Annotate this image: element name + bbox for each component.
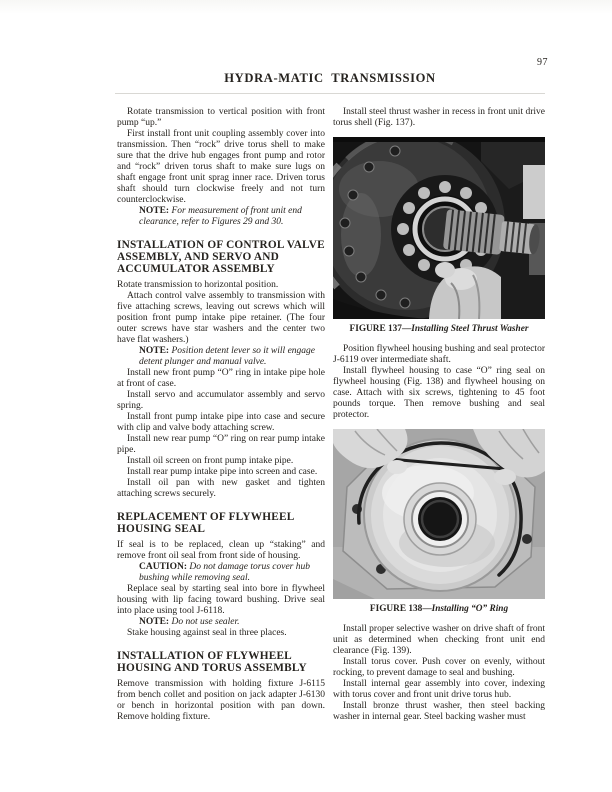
paragraph: Replace seal by starting seal into bore in flywheel housing with lip facing toward bushing. Drive seal into place using tool J-6118. — [117, 584, 325, 616]
paragraph: Install new front pump “O” ring in intake pipe hole at front of case. — [117, 368, 325, 389]
paragraph: Install steel thrust washer in recess in front unit drive torus shell (Fig. 137). — [333, 107, 545, 128]
figure-caption-label: FIGURE 138— — [369, 604, 432, 614]
note-label: NOTE: — [139, 617, 170, 627]
page-title: HYDRA-MATIC TRANSMISSION — [224, 71, 436, 85]
note-text: Do not use sealer. — [171, 617, 240, 627]
page-number: 97 — [537, 57, 548, 68]
paragraph: Install oil screen on front pump intake pipe. — [127, 456, 294, 466]
paragraph: Install bronze thrust washer, then steel backing washer in internal gear. Steel backing washer must — [333, 701, 545, 722]
figure-caption-title: Installing “O” Ring — [431, 604, 509, 614]
paragraph: Install rear pump intake pipe into screen and case. — [127, 467, 318, 477]
left-column — [117, 107, 325, 723]
note-block — [139, 206, 319, 228]
note-text: Position detent lever so it will engage detent plunger and manual valve. — [139, 346, 315, 367]
note-label: NOTE: — [139, 346, 170, 356]
note-block — [139, 617, 319, 628]
figure-caption-title: Installing Steel Thrust Washer — [411, 324, 529, 334]
note-label: NOTE: — [139, 206, 170, 216]
paragraph: Remove transmission with holding fixture J-6115 from bench collet and position on jack adapter J-6130 or bench in horizontal position with pan down. Remove holding fixture. — [117, 679, 325, 722]
paragraph: Install flywheel housing to case “O” ring seal on flywheel housing (Fig. 138) and flywheel housing on case. Attach with six screws, tightening to 45 foot pounds torque. Then remove bushing and seal protector. — [333, 366, 545, 420]
paragraph: Install internal gear assembly into cover, indexing with torus cover and front unit drive torus hub. — [333, 679, 545, 700]
figure-caption — [333, 604, 545, 615]
paragraph: Rotate transmission to vertical position with front pump “up.” — [117, 107, 325, 128]
header-rule — [115, 93, 545, 94]
figure-caption — [333, 324, 545, 335]
center-hub — [404, 483, 476, 555]
paragraph: Attach control valve assembly to transmission with five attaching screws, leaving out screws which will position front pump intake pipe retainer. (The four outer screws have star washers and the center two have flat washers.) — [117, 291, 325, 345]
figure-caption-label: FIGURE 137— — [349, 324, 412, 334]
right-column — [333, 107, 545, 723]
note-text: For measurement of front unit end clearance, refer to Figures 29 and 30. — [139, 206, 302, 227]
paragraph: Install servo and accumulator assembly and servo spring. — [117, 390, 325, 411]
paragraph: Install oil pan with new gasket and tighten attaching screws securely. — [117, 478, 325, 499]
paragraph: Install front pump intake pipe into case and secure with clip and valve body attaching screw. — [117, 412, 325, 433]
paragraph: Rotate transmission to horizontal position. — [117, 280, 279, 290]
section-heading-flywheel-seal: REPLACEMENT OF FLYWHEEL HOUSING SEAL — [117, 511, 294, 535]
paragraph: First install front unit coupling assembly cover into transmission. Then “rock” drive torus shell to make sure that the drive hub engages front pump and rotor and “rock” driven torus shaft to make sure lugs on shaft engage front unit sprag inner race. Driven torus shaft should turn clockwise freely and not turn counterclockwise. — [117, 129, 325, 205]
paragraph: Install proper selective washer on drive shaft of front unit as determined when checking front unit end clearance (Fig. 139). — [333, 624, 545, 656]
section-heading-control-valve: INSTALLATION OF CONTROL VALVE ASSEMBLY, AND SERVO AND ACCUMULATOR ASSEMBLY — [117, 239, 325, 275]
paragraph: Install new rear pump “O” ring on rear pump intake pipe. — [117, 434, 325, 455]
paragraph: Install torus cover. Push cover on evenly, without rocking, to prevent damage to seal and bushing. — [333, 657, 545, 678]
paragraph: Stake housing against seal in three places. — [127, 628, 287, 638]
hand — [429, 262, 501, 319]
figure-137 — [333, 137, 545, 335]
torus-shell-thrust-washer-photo — [333, 137, 545, 319]
flywheel-housing-o-ring-photo — [333, 429, 545, 599]
caution-label: CAUTION: — [139, 562, 188, 572]
note-block — [139, 346, 319, 368]
paragraph: Position flywheel housing bushing and seal protector J-6119 over intermediate shaft. — [333, 344, 545, 365]
caution-text: Do not damage torus cover hub bushing while removing seal. — [139, 562, 310, 583]
figure-138 — [333, 429, 545, 615]
paragraph: If seal is to be replaced, clean up “staking” and remove front oil seal from front side of housing. — [117, 540, 325, 561]
section-heading-flywheel-torus: INSTALLATION OF FLYWHEEL HOUSING AND TORUS ASSEMBLY — [117, 650, 307, 674]
caution-block — [139, 562, 319, 584]
